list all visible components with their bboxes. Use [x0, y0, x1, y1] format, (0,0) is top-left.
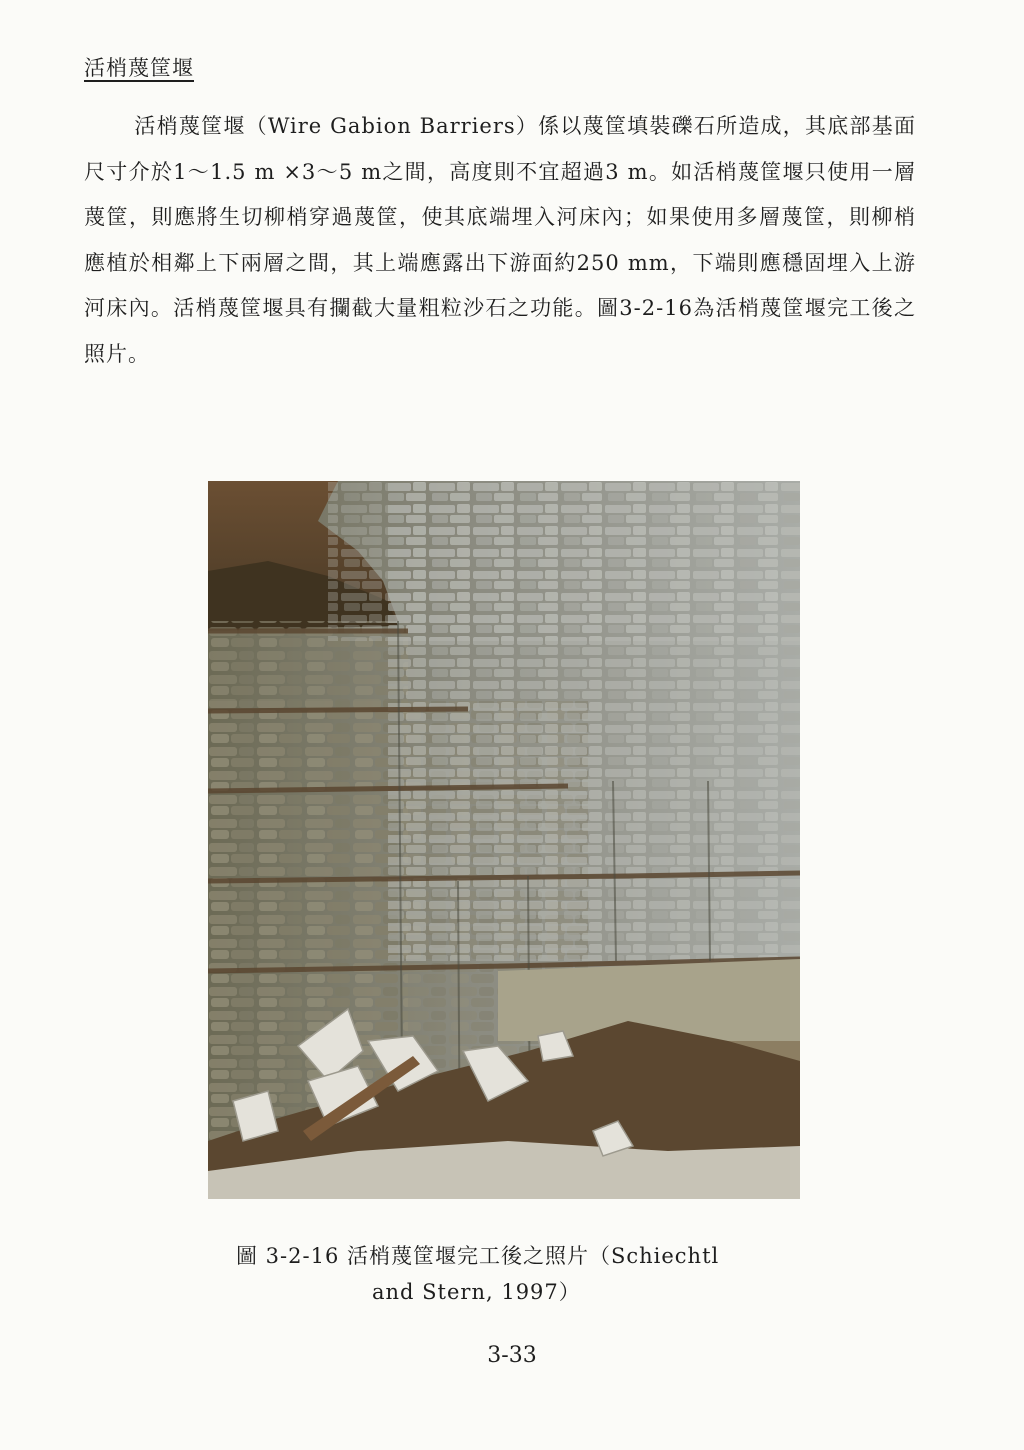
page-number: 3-33: [487, 1343, 537, 1368]
section-heading: 活梢蔑筐堰: [84, 56, 194, 80]
gabion-photo: [208, 481, 800, 1199]
figure-caption: [236, 1238, 876, 1310]
caption-line-1: 圖 3-2-16 活梢蔑筐堰完工後之照片（Schiechtl: [236, 1244, 720, 1268]
caption-line-2: and Stern, 1997）: [372, 1280, 581, 1304]
body-paragraph: 活梢蔑筐堰（Wire Gabion Barriers）係以蔑筐填裝礫石所造成，其底部基面尺寸介於1～1.5 m ×3～5 m之間，高度則不宜超過3 m。如活梢蔑筐堰只使用一層蔑筐，則應將生切柳梢穿過蔑筐，使其底端埋入河床內；如果使用多層蔑筐，則柳梢應植於相鄰上下兩層之間，其上端應露出下游面約250 mm，下端則應穩固埋入上游河床內。活梢蔑筐堰具有攔截大量粗粒沙石之功能。圖3-2-16為活梢蔑筐堰完工後之照片。: [84, 114, 916, 366]
